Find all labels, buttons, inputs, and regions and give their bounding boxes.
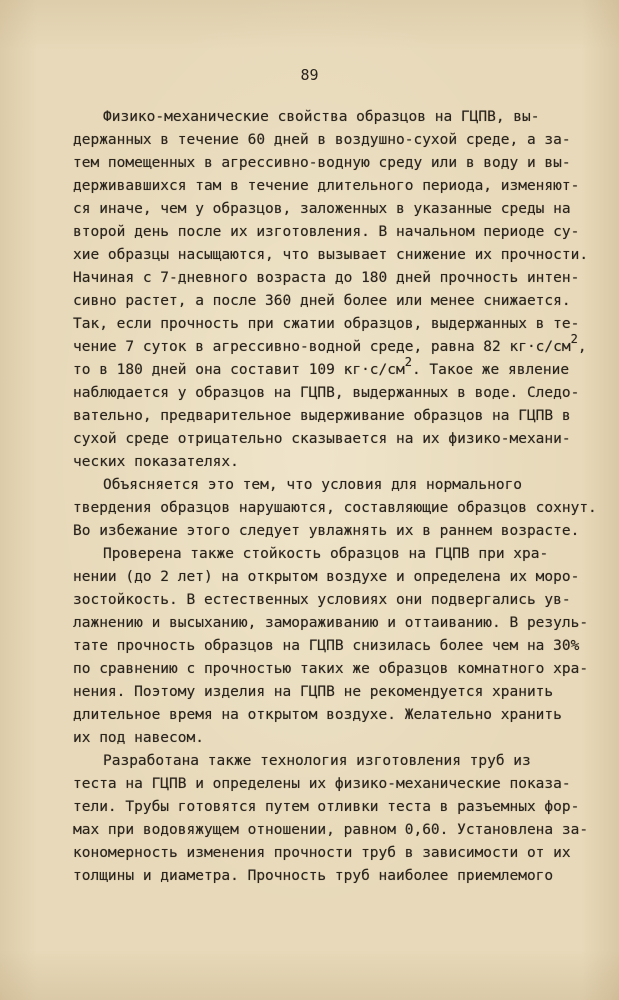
text-line: Разработана также технология изготовления труб из	[103, 753, 531, 769]
text-line: Начиная с 7-дневного возраста до 180 дней прочность интен-	[73, 270, 580, 286]
text-line-with-superscript	[73, 332, 587, 358]
text-line: лажнению и высыханию, замораживанию и оттаиванию. В резуль-	[73, 615, 589, 631]
text-segment: ,	[577, 339, 587, 355]
text-line: тели. Трубы готовятся путем отливки теста в разъемных фор-	[73, 799, 580, 815]
text-line: Так, если прочность при сжатии образцов, выдержанных в те-	[73, 316, 580, 332]
text-line: сухой среде отрицательно сказывается на их физико-механи-	[73, 431, 571, 447]
text-line: держивавшихся там в течение длительного периода, изменяют-	[73, 178, 580, 194]
text-segment: . Такое же явление	[411, 362, 570, 378]
text-line: держанных в течение 60 дней в воздушно-сухой среде, а за-	[73, 132, 571, 148]
text-line: ческих показателях.	[73, 454, 239, 470]
text-line: наблюдается у образцов на ГЦПВ, выдержанных в воде. Следо-	[73, 385, 580, 401]
text-line: вательно, предварительное выдерживание образцов на ГЦПВ в	[73, 408, 571, 424]
text-line: тем помещенных в агрессивно-водную среду или в воду и вы-	[73, 155, 571, 171]
text-line: Проверена также стойкость образцов на ГЦПВ при хра-	[103, 546, 549, 562]
text-line: сивно растет, а после 360 дней более или менее снижается.	[73, 293, 571, 309]
text-segment: чение 7 суток в агрессивно-водной среде, равна 82 кг·с/см	[73, 339, 571, 355]
text-line: кономерность изменения прочности труб в зависимости от их	[73, 845, 571, 861]
text-line: их под навесом.	[73, 730, 204, 746]
text-line: длительное время на открытом воздухе. Желательно хранить	[73, 707, 562, 723]
page-number: 89	[300, 66, 319, 84]
text-line: Физико-механические свойства образцов на ГЦПВ, вы-	[103, 109, 540, 125]
superscript: 2	[404, 355, 412, 369]
text-segment: то в 180 дней она составит 109 кг·с/см	[73, 362, 405, 378]
text-line-with-superscript	[73, 355, 570, 381]
text-line: ся иначе, чем у образцов, заложенных в указанные среды на	[73, 201, 571, 217]
text-line: толщины и диаметра. Прочность труб наиболее приемлемого	[73, 868, 554, 884]
text-line: хие образцы насыщаются, что вызывает снижение их прочности.	[73, 247, 589, 263]
text-line: твердения образцов нарушаются, составляющие образцов сохнут.	[73, 500, 597, 516]
text-line: по сравнению с прочностью таких же образцов комнатного хра-	[73, 661, 589, 677]
text-line: мах при водовяжущем отношении, равном 0,60. Установлена за-	[73, 822, 589, 838]
text-line: нении (до 2 лет) на открытом воздухе и определена их моро-	[73, 569, 580, 585]
text-line: нения. Поэтому изделия на ГЦПВ не рекомендуется хранить	[73, 684, 554, 700]
text-line: второй день после их изготовления. В начальном периоде су-	[73, 224, 580, 240]
superscript: 2	[570, 332, 578, 346]
text-line: зостойкость. В естественных условиях они подвергались ув-	[73, 592, 571, 608]
text-line: тате прочность образцов на ГЦПВ снизилась более чем на 30%	[73, 638, 580, 654]
text-line: Объясняется это тем, что условия для нормального	[103, 477, 523, 493]
text-line: Во избежание этого следует увлажнять их в раннем возрасте.	[73, 523, 580, 539]
text-line: теста на ГЦПВ и определены их физико-механические показа-	[73, 776, 571, 792]
